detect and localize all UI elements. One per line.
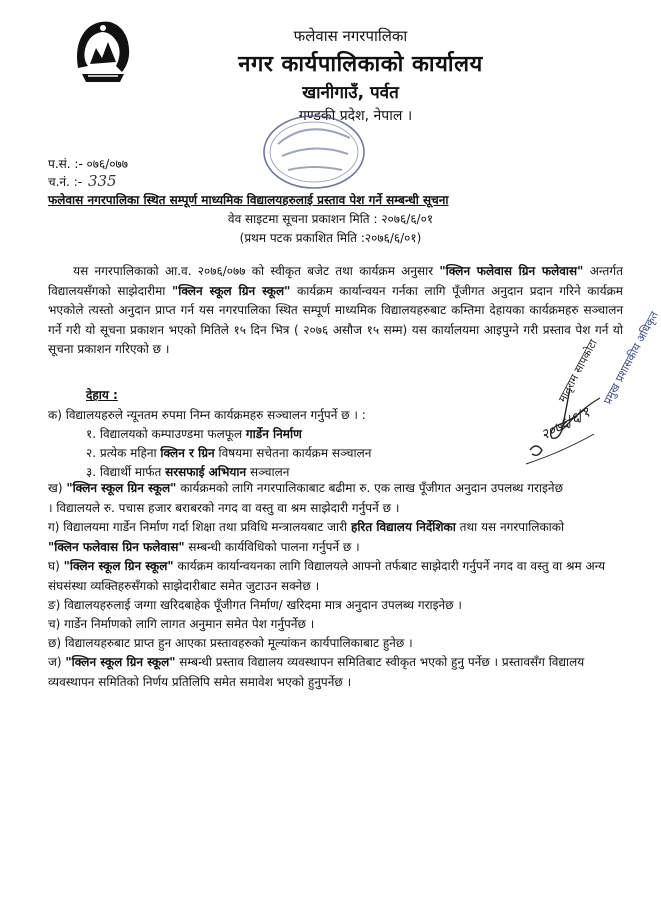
item-ja-prefix: ज) — [48, 655, 66, 669]
item-ga-bold-1: हरित विद्यालय निर्देशिका — [350, 520, 456, 534]
item-ka-2-bold: क्लिन र ग्रिन — [160, 446, 215, 460]
signatory-title-text: प्रमुख प्रशासकीय अधिकृत — [600, 309, 661, 407]
body-school-program: "क्लिन स्कूल ग्रिन स्कूल" — [172, 283, 291, 298]
handwritten-signature — [522, 380, 657, 490]
item-ga-bold-2: "क्लिन फलेवास ग्रिन फलेवास" — [48, 539, 185, 554]
first-publication-date: (प्रथम पटक प्रकाशित मिति :२०७६/६/०१) — [239, 231, 422, 245]
item-ka-3 — [86, 463, 289, 480]
notice-subject: फलेवास नगरपालिका स्थित सम्पूर्ण माध्यमिक विद्यालयहरुलाई प्रस्ताव पेश गर्ने सम्बन्धी सूचना — [48, 193, 449, 207]
item-nga: ङ) विद्यालयहरुलाई जग्गा खरिदबाहेक पूँजीगत निर्माण/ खरिदमा मात्र अनुदान उपलब्ध गराइनेछ । — [48, 598, 462, 612]
dehay-heading: देहाय : — [86, 388, 118, 402]
body-text-2: अन्तर्गत विद्यालयसँगको साझेदारीमा — [48, 264, 623, 298]
web-publication-date: वेव साइटमा सूचना प्रकाशन मिति : २०७६/६/०१ — [227, 212, 434, 226]
item-ga-text-2: तथा यस नगरपालिकाको — [455, 520, 565, 534]
body-text-1: यस नगरपालिकाको आ.व. २०७६/०७७ को स्वीकृत बजेट तथा कार्यक्रम अनुसार — [73, 264, 440, 278]
signatory-name-text: मातृराम सापकोटा — [555, 337, 600, 405]
official-round-stamp — [258, 108, 370, 192]
item-cha: च) गार्डेन निर्माणको लागि लागत अनुमान समेत पेश गर्नुपर्नेछ । — [48, 617, 315, 631]
item-ka-2-text: २. प्रत्येक महिना — [86, 446, 161, 460]
item-kha-text: कार्यक्रमको लागि नगरपालिकाबाट बढीमा रु. एक लाख पूँजीगत अनुदान उपलब्ध गराइनेछ । विद्यालयले रु. पचास हजार बराबरको नगद वा वस्तु वा श्रम साझेदारी गर्नुपर्ने छ । — [48, 481, 563, 515]
item-ka: क) विद्यालयहरुले न्यूनतम रुपमा निम्न कार्यक्रमहरु सञ्चालन गर्नुपर्ने छ । : — [48, 408, 366, 422]
municipality-name: फलेवास नगरपालिका — [293, 27, 408, 45]
item-ga-text: ग) विद्यालयमा गार्डेन निर्माण गर्दा शिक्षा तथा प्रविधि मन्त्रालयबाट जारी — [48, 520, 351, 534]
item-ja-bold: "क्लिन स्कूल ग्रिन स्कूल" — [65, 655, 176, 669]
item-gha-text: कार्यक्रम कार्यान्वयनका लागि विद्यालयले आफ्नो तर्फबाट साझेदारी गर्नुपर्ने नगद वा वस्तु वा श्रम अन्य संघसंस्था व्यक्तिहरुसँगको साझेदारीबाट समेत जुटाउन सक्नेछ । — [48, 559, 606, 593]
reference-cn-number: 335 — [87, 172, 117, 190]
reference-ps: प.सं. :- ०७६/०७७ — [48, 157, 129, 171]
item-kha-prefix: ख) — [48, 481, 67, 495]
item-ja — [48, 653, 618, 692]
item-ka-1-bold: गार्डेन निर्माण — [245, 427, 302, 441]
item-gha-prefix: घ) — [48, 559, 64, 573]
item-kha — [48, 479, 568, 518]
item-ka-3-rest: सञ्चालन — [246, 465, 290, 479]
body-text-3: कार्यक्रम कार्यान्वयन गर्नका लागि पूँजीगत अनुदान प्रदान गरिने कार्यक्रम भएकोले त्यस्तो अनुदान प्राप्त गर्न यस नगरपालिका स्थित सम्पूर्ण माध्यमिक विद्यालयहरुबाट कम्तिमा देहायका कार्यक्रमहरु सञ्चालन गर्ने गरी यो सूचना प्रकाशन भएको मितिले १५ दिन भित्र ( २०७६ असौज १५ सम्म) यस कार्यालयमा आइपुग्ने गरी प्रस्ताव पेश गर्न यो सूचना प्रकाशन गरिएको छ । — [48, 283, 623, 356]
item-chha: छ) विद्यालयहरुबाट प्राप्त हुन आएका प्रस्तावहरुको मूल्यांकन कार्यपालिकाबाट हुनेछ । — [48, 636, 413, 650]
item-ga-text-3: सम्बन्धी कार्यविधिको पालना गर्नुपर्ने छ । — [184, 539, 360, 554]
signature-date: २०७६/६/१ — [538, 404, 593, 444]
item-ka-1 — [86, 425, 302, 442]
office-address: खानीगाउँ, पर्वत — [302, 83, 399, 103]
item-ka-2-rest: विषयमा सचेतना कार्यक्रम सञ्चालन — [214, 446, 372, 460]
item-ka-2 — [86, 444, 371, 461]
item-kha-bold: "क्लिन स्कूल ग्रिन स्कूल" — [66, 481, 177, 495]
notice-body — [48, 262, 623, 360]
reference-cn-label: च.नं. :- — [48, 175, 83, 189]
item-ka-3-bold: सरसफाई अभियान — [165, 465, 247, 479]
item-ka-1-text: १. विद्यालयको कम्पाउण्डमा फलफूल — [86, 427, 246, 441]
office-name: नगर कार्यपालिकाको कार्यालय — [238, 52, 483, 77]
body-program-name: "क्लिन फलेवास ग्रिन फलेवास" — [439, 264, 584, 278]
reference-cn — [48, 172, 117, 190]
item-gha — [48, 557, 618, 596]
item-gha-bold: "क्लिन स्कूल ग्रिन स्कूल" — [63, 559, 174, 573]
item-ka-3-text: ३. विद्यार्थी मार्फत — [86, 465, 166, 479]
office-province: गण्डकी प्रदेश, नेपाल । — [298, 108, 413, 124]
item-ja-text: सम्बन्धी प्रस्ताव विद्यालय व्यवस्थापन समितिबाट स्वीकृत भएको हुनु पर्नेछ । प्रस्तावसँग विद्यालय व्यवस्थापन समितिको निर्णय प्रतिलिपि समेत समावेश भएको हुनुपर्नेछ । — [48, 655, 585, 689]
item-ga — [48, 518, 588, 557]
